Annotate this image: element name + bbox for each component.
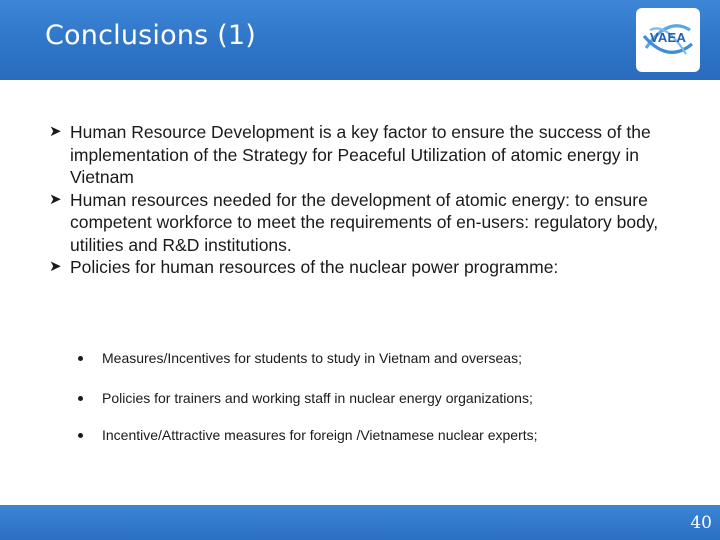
slide-header: [0, 0, 720, 80]
sub-bullet-text: Measures/Incentives for students to study in Vietnam and overseas;: [102, 350, 522, 366]
slide-title: Conclusions (1): [45, 20, 257, 51]
page-number: 40: [690, 513, 712, 533]
arrow-bullet-icon: ➤: [49, 123, 62, 140]
dot-bullet-icon: [78, 396, 83, 401]
bullet-item: [49, 256, 699, 279]
dot-bullet-icon: [78, 433, 83, 438]
vaea-logo: [636, 8, 700, 72]
arrow-bullet-icon: ➤: [49, 258, 62, 275]
sub-bullet-text: Policies for trainers and working staff in nuclear energy organizations;: [102, 390, 533, 406]
bullet-item: [49, 189, 699, 257]
bullet-text: Human Resource Development is a key factor to ensure the success of the implementation of the Strategy for Peaceful Utilization of atomic energy in Vietnam: [70, 122, 651, 187]
logo-text: VAEA: [649, 30, 687, 45]
bullet-list: [49, 121, 699, 279]
bullet-text: Human resources needed for the development of atomic energy: to ensure competent workforce to meet the requirements of en-users: regulatory body, utilities and R&D institutions.: [70, 189, 659, 255]
bullet-item: [49, 121, 699, 189]
bullet-text: Policies for human resources of the nuclear power programme:: [70, 257, 559, 277]
dot-bullet-icon: [78, 356, 83, 361]
sub-bullet-text: Incentive/Attractive measures for foreign /Vietnamese nuclear experts;: [102, 427, 538, 443]
arrow-bullet-icon: ➤: [49, 190, 62, 208]
slide-footer: [0, 505, 720, 540]
